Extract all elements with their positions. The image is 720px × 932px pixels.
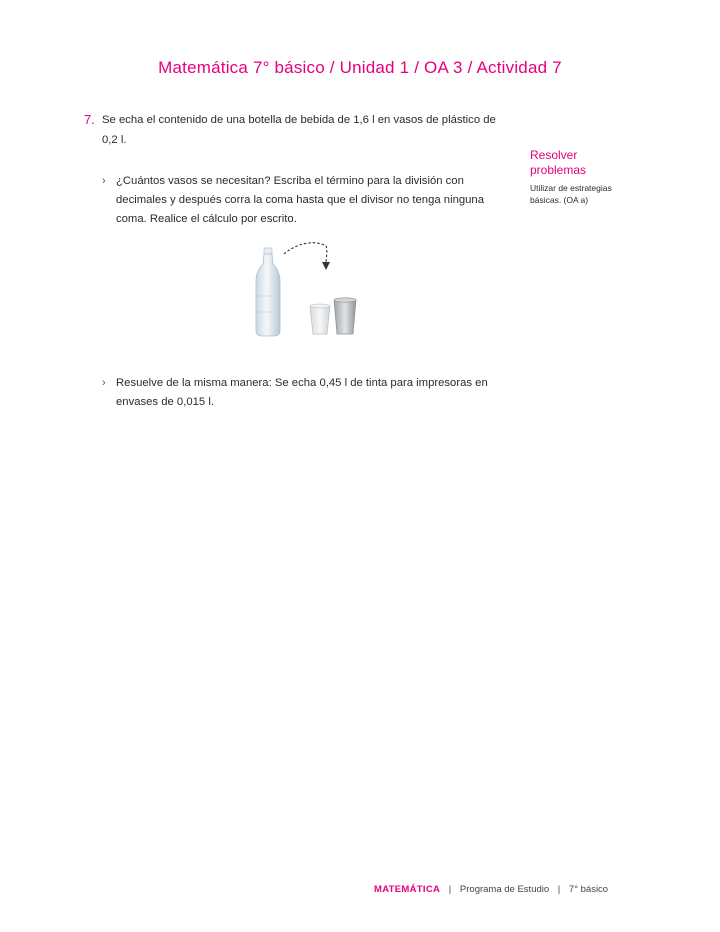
skill-sidebar <box>530 148 630 206</box>
footer-grade: 7° básico <box>568 884 609 895</box>
footer-separator: | <box>557 884 561 895</box>
list-item <box>102 172 502 229</box>
list-item <box>102 374 502 412</box>
bottle-and-cups-illustration <box>240 236 380 344</box>
skill-title: Resolver problemas <box>530 148 587 177</box>
activity-block <box>84 110 504 150</box>
page-title: Matemática 7° básico / Unidad 1 / OA 3 / Actividad 7 <box>158 58 562 77</box>
page-footer <box>374 884 608 895</box>
activity-number: 7. <box>84 112 95 127</box>
item-text: ¿Cuántos vasos se necesitan? Escriba el término para la división con decimales y después corra la coma hasta que el divisor no tenga ninguna coma. Realice el cálculo por escrito. <box>116 175 484 225</box>
bottle-icon <box>256 248 280 336</box>
footer-program: Programa de Estudio <box>459 884 550 895</box>
plastic-cup-icon <box>310 304 330 334</box>
activity-statement: Se echa el contenido de una botella de bebida de 1,6 l en vasos de plástico de 0,2 l. <box>102 114 496 146</box>
chevron-right-icon: › <box>102 175 106 187</box>
chevron-right-icon: › <box>102 377 106 389</box>
footer-brand: MATEMÁTICA <box>374 884 441 895</box>
item-text: Resuelve de la misma manera: Se echa 0,45 l de tinta para impresoras en envases de 0,015 l. <box>116 377 488 408</box>
filled-cup-icon <box>334 298 356 334</box>
skill-description: Utilizar de estrategias básicas. (OA a) <box>530 183 612 205</box>
pour-arrow-icon <box>284 243 330 270</box>
footer-separator: | <box>448 884 452 895</box>
